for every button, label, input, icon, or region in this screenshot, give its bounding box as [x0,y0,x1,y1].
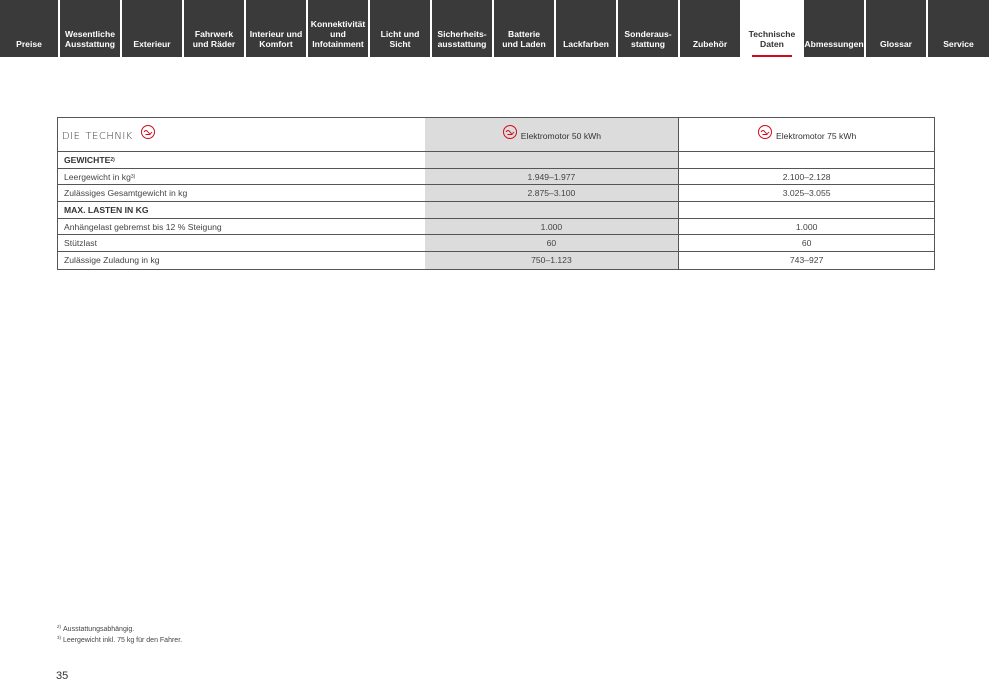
row-label: Leergewicht in kg 3) [64,171,136,182]
value-50kwh: 60 [425,235,680,251]
table-section-row [58,152,934,169]
table-row [58,185,934,202]
row-label-text: Zulässiges Gesamtgewicht in kg [64,188,188,199]
column-header-50kwh [425,118,680,151]
footnote-mark: 3) [57,634,62,640]
table-row [58,252,934,269]
nav-tab[interactable]: Technische Daten [742,0,804,57]
row-label [58,252,425,269]
nav-tab[interactable]: Fahrwerk und Räder [184,0,246,57]
row-label-text: MAX. LASTEN IN KG [64,204,149,215]
table-row [58,235,934,252]
row-label-text: Stützlast [64,238,97,249]
row-label [58,202,425,218]
nav-tab[interactable]: Licht und Sicht [370,0,432,57]
value-50kwh [425,202,680,218]
row-label-text: Zulässige Zuladung in kg [64,255,160,266]
nav-tab[interactable]: Interieur und Komfort [246,0,308,57]
footnote [57,624,182,635]
footnotes [57,624,182,646]
footnote [57,635,182,646]
nav-tab[interactable]: Abmessungen [804,0,866,57]
row-label [58,219,425,235]
nav-tab[interactable]: Konnektivität und Infotainment [308,0,370,57]
row-label-text: Anhängelast gebremst bis 12 % Steigung [64,221,222,232]
nav-tab[interactable]: Wesentliche Ausstattung [60,0,122,57]
spec-table-header [58,118,934,152]
table-section-row [58,202,934,219]
nav-tab[interactable]: Zubehör [680,0,742,57]
value-75kwh: 2.100–2.128 [782,171,831,182]
value-50kwh [425,152,680,168]
top-navigation [0,0,990,57]
column-header-75kwh [679,118,934,151]
row-label: GEWICHTE 2) [64,154,115,165]
page-number: 35 [56,670,69,682]
nav-tab[interactable]: Glossar [866,0,928,57]
nav-tab[interactable]: Preise [0,0,60,57]
nav-tab[interactable]: Sicherheits- ausstattung [432,0,494,57]
nav-tab[interactable]: Lackfarben [556,0,618,57]
value-75kwh: 3.025–3.055 [782,188,831,199]
value-75kwh [679,152,934,168]
footnote-text: Ausstattungsabhängig. [63,626,135,633]
nav-tab[interactable]: Exterieur [122,0,184,57]
column-header-label: Elektromotor 75 kWh [776,131,857,141]
nav-tab[interactable]: Service [928,0,989,57]
value-50kwh: 1.949–1.977 [425,169,680,185]
footnote-mark: 2) [57,623,62,629]
row-label-text: GEWICHTE [64,154,111,165]
column-header-label: Elektromotor 50 kWh [520,131,602,141]
nav-tab[interactable]: Sonderaus- stattung [618,0,680,57]
table-row [58,169,934,186]
footnote-text: Leergewicht inkl. 75 kg für den Fahrer. [63,637,183,644]
row-label [58,185,425,201]
spec-rows [58,152,934,269]
value-75kwh: 1.000 [795,221,818,232]
value-75kwh [679,202,934,218]
spec-title-cell [58,118,425,151]
spec-table [57,117,935,270]
electric-motor-icon [502,124,518,142]
row-label [58,235,425,251]
table-row [58,219,934,236]
electric-motor-icon [757,124,773,142]
value-50kwh: 750–1.123 [425,252,680,269]
row-label-text: Leergewicht in kg [64,171,131,182]
electric-motor-icon [140,124,156,145]
value-75kwh: 743–927 [789,255,824,266]
value-50kwh: 2.875–3.100 [425,185,680,201]
section-title: die technik [62,126,133,143]
value-75kwh: 60 [801,238,812,249]
value-50kwh: 1.000 [425,219,680,235]
nav-tab[interactable]: Batterie und Laden [494,0,556,57]
